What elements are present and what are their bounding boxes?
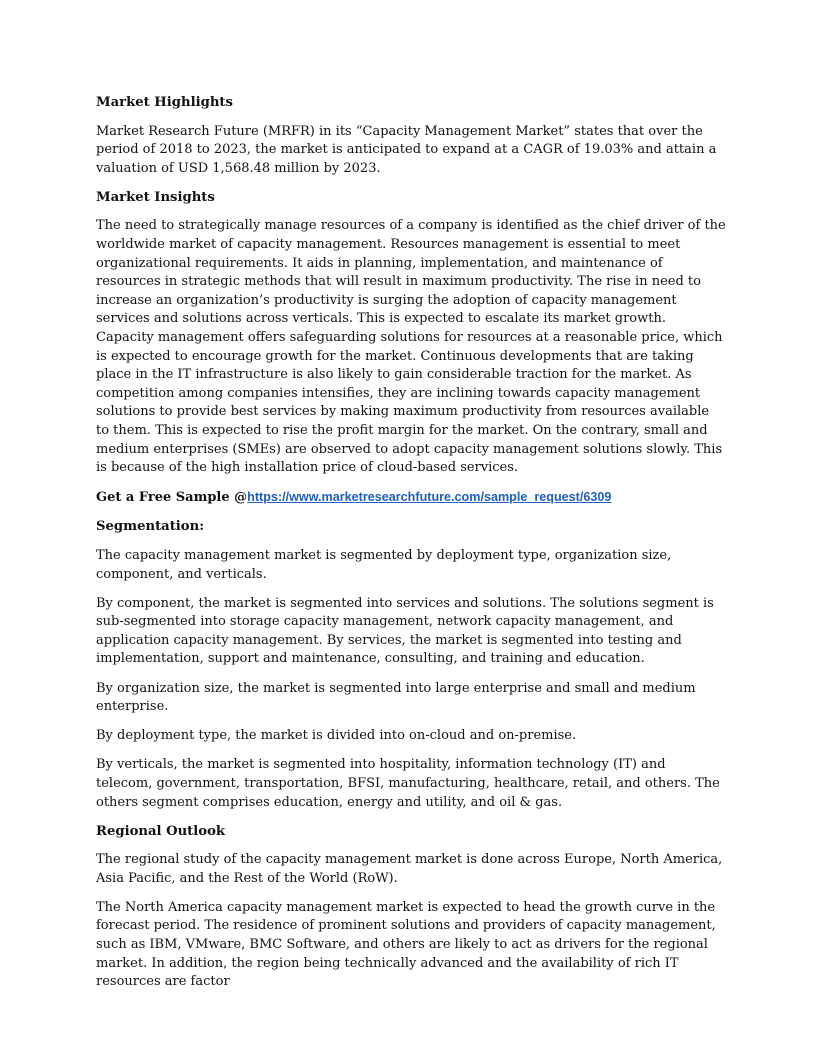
- free-sample-line: [96, 488, 726, 508]
- regional-paragraph-2: The North America capacity management market is expected to head the growth curve in the forecast period. The residence of prominent solutions and providers of capacity management, such as IBM, VMware, BMC Software, and others are likely to act as drivers for the regional market. In addition, the region being technically advanced and the availability of rich IT resources are factor: [96, 899, 716, 990]
- regional-outlook-heading: Regional Outlook: [96, 823, 226, 839]
- segmentation-heading: Segmentation:: [96, 519, 205, 535]
- segmentation-paragraph-1: The capacity management market is segmented by deployment type, organization size, component, and verticals.: [96, 547, 672, 582]
- document-page: [96, 94, 726, 1002]
- regional-paragraph-1: The regional study of the capacity management market is done across Europe, North America, Asia Pacific, and the Rest of the World (RoW).: [96, 852, 723, 886]
- market-insights-heading: Market Insights: [96, 189, 215, 205]
- sample-request-link[interactable]: https://www.marketresearchfuture.com/sample_request/6309: [247, 490, 612, 505]
- market-highlights-heading: Market Highlights: [96, 95, 233, 110]
- market-highlights-paragraph: Market Research Future (MRFR) in its “Capacity Management Market” states that over the period of 2018 to 2023, the market is anticipated to expand at a CAGR of 19.03% and attain a valuation of USD 1,568.48 million by 2023.: [96, 123, 717, 176]
- segmentation-paragraph-3: By organization size, the market is segmented into large enterprise and small and medium enterprise.: [96, 680, 696, 715]
- segmentation-paragraph-4: By deployment type, the market is divided into on-cloud and on-premise.: [96, 728, 577, 744]
- free-sample-label: Get a Free Sample @: [96, 490, 248, 506]
- market-insights-paragraph: The need to strategically manage resources of a company is identified as the chief driver of the worldwide market of capacity management. Resources management is essential to meet organizational requirements. It aids in planning, implementation, and maintenance of resources in strategic methods that will result in maximum productivity. The rise in need to increase an organization’s productivity is surging the adoption of capacity management services and solutions across verticals. This is expected to escalate its market growth. Capacity management offers safeguarding solutions for resources at a reasonable price, which is expected to encourage growth for the market. Continuous developments that are taking place in the IT infrastructure is also likely to gain considerable traction for the market. As competition among companies intensifies, they are inclining towards capacity management solutions to provide best services by making maximum productivity from resources available to them. This is expected to rise the profit margin for the market. On the contrary, small and medium enterprises (SMEs) are observed to adopt capacity management solutions slowly. This is because of the high installation price of cloud-based services.: [96, 218, 726, 476]
- segmentation-paragraph-2: By component, the market is segmented into services and solutions. The solutions segment is sub-segmented into storage capacity management, network capacity management, and application capacity management. By services, the market is segmented into testing and implementation, support and maintenance, consulting, and training and education.: [96, 595, 714, 667]
- segmentation-paragraph-5: By verticals, the market is segmented into hospitality, information technology (IT) and telecom, government, transportation, BFSI, manufacturing, healthcare, retail, and others. The others segment comprises education, energy and utility, and oil & gas.: [96, 757, 720, 810]
